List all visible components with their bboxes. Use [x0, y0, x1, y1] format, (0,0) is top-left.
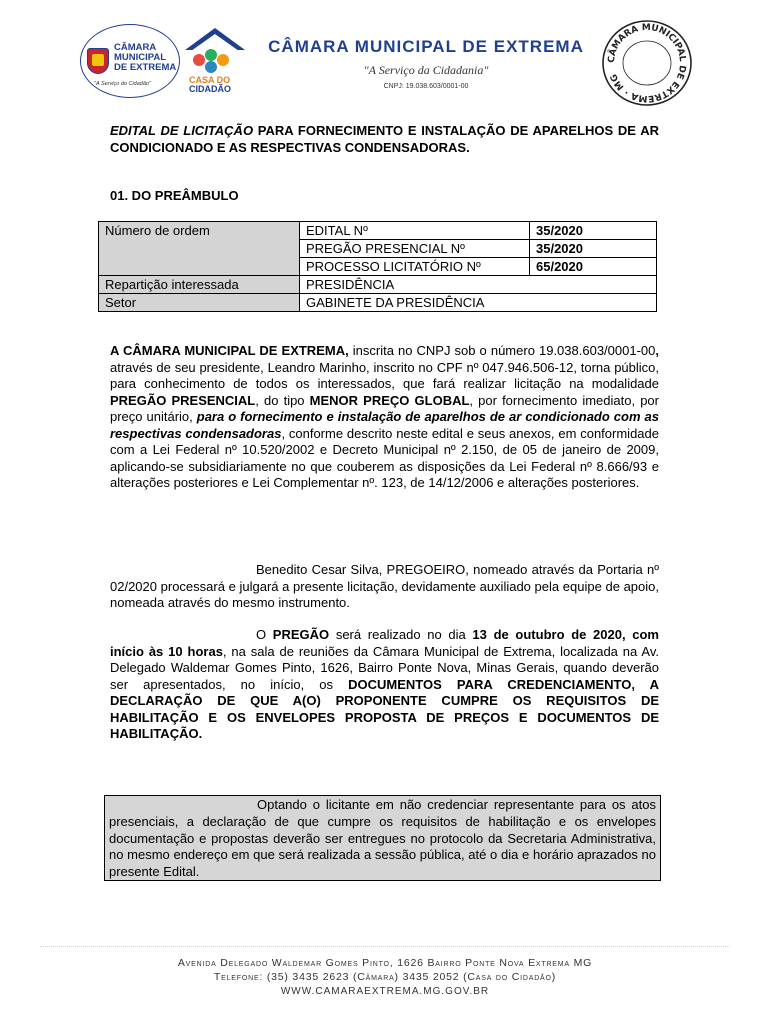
seal-icon [600, 18, 694, 108]
logo-tagline: "A Serviço do Cidadão" [94, 81, 151, 87]
casa-do-cidadao-logo [185, 28, 245, 98]
table-cell: PRESIDÊNCIA [300, 276, 657, 294]
table-cell: Número de ordem [99, 222, 300, 276]
svg-text:CÂMARA MUNICIPAL DE EXTREMA ·: CÂMARA MUNICIPAL DE EXTREMA · MG [606, 22, 688, 104]
paragraph-pregoeiro: Benedito Cesar Silva, PREGOEIRO, nomeado através da Portaria nº 02/2020 processará e julgará a presente licitação, devidamente auxiliado pela equipe de apoio, nomeada através do mesmo instrumento. [110, 562, 659, 610]
footer-website[interactable]: WWW.CAMARAEXTREMA.MG.GOV.BR [280, 986, 490, 997]
highlighted-note: Optando o licitante em não credenciar representante para os atos presenciais, a declaração de que cumpre os requisitos de habilitação e os envelopes documentação e propostas deverão ser entregues no protocolo da Secretaria Administrativa, no mesmo endereço em que será realizada a sessão pública, até o dia e horário aprazados no presente Edital. [104, 795, 661, 881]
preamble-table [98, 221, 657, 312]
header-title: CÂMARA MUNICIPAL DE EXTREMA [268, 37, 584, 56]
table-cell: EDITAL Nº [300, 222, 530, 240]
footer-divider [40, 946, 730, 948]
table-cell: PROCESSO LICITATÓRIO Nº [300, 258, 530, 276]
table-cell: 35/2020 [530, 222, 657, 240]
person-icon [193, 54, 205, 66]
header-slogan: "A Serviço da Cidadania" [363, 63, 489, 77]
footer-address: Avenida Delegado Waldemar Gomes Pinto, 1626 Bairro Ponte Nova Extrema MG [177, 957, 593, 969]
paragraph-session: O PREGÃO será realizado no dia 13 de outubro de 2020, com início às 10 horas, na sala de reuniões da Câmara Municipal de Extrema, localizada na Av. Delegado Waldemar Gomes Pinto, 1626, Bairro Ponte Nova, Minas Gerais, quando deverão ser apresentados, no início, os DOCUMENTOS PARA CREDENCIAMENTO, A DECLARAÇÃO DE QUE A(O) PROPONENTE CUMPRE OS REQUISITOS DE HABILITAÇÃO E OS ENVELOPES PROPOSTA DE PREÇOS E DOCUMENTOS DE HABILITAÇÃO. [110, 627, 659, 741]
letterhead [0, 0, 770, 115]
person-icon [205, 61, 217, 73]
coat-of-arms-icon [87, 48, 109, 74]
section-title: 01. DO PREÂMBULO [110, 188, 239, 203]
table-cell: Repartição interessada [99, 276, 300, 294]
stamp-seal [600, 18, 694, 108]
table-cell: 65/2020 [530, 258, 657, 276]
table-row [99, 222, 657, 240]
logo-name: CÂMARA MUNICIPAL DE EXTREMA [114, 42, 177, 73]
table-row [99, 294, 657, 312]
person-icon [217, 54, 229, 66]
camara-logo [80, 24, 182, 100]
paragraph-intro: A CÂMARA MUNICIPAL DE EXTREMA, inscrita no CNPJ sob o número 19.038.603/0001-00, através de seu presidente, Leandro Marinho, inscrito no CPF nº 047.946.506-12, torna público, para conhecimento de todos os interessados, que fará realizar licitação na modalidade PREGÃO PRESENCIAL, do tipo MENOR PREÇO GLOBAL, por fornecimento imediato, por preço unitário, para o fornecimento e instalação de aparelhos de ar condicionado com as respectivas condensadoras, conforme descrito neste edital e seus anexos, em conformidade com a Lei Federal nº 10.520/2002 e Decreto Municipal nº 2.150, de 05 de janeiro de 2009, aplicando-se subsidiariamente no que couberem as disposições da Lei Federal nº 8.666/93 e alterações posteriores e Lei Complementar nº. 123, de 14/12/2006 e alterações posteriores. [110, 343, 659, 490]
casa-label: CASA DO [189, 75, 231, 85]
table-cell: 35/2020 [530, 240, 657, 258]
footer-phone: Telefone: (35) 3435 2623 (Câmara) 3435 2052 (Casa do Cidadão) [213, 971, 557, 983]
cidadao-label: CIDADÃO [189, 84, 231, 94]
table-cell: Setor [99, 294, 300, 312]
table-row [99, 276, 657, 294]
person-icon [205, 49, 217, 61]
document-title: EDITAL DE LICITAÇÃO PARA FORNECIMENTO E INSTALAÇÃO DE APARELHOS DE AR CONDICIONADO E AS RESPECTIVAS CONDENSADORAS. [110, 123, 659, 155]
table-cell: PREGÃO PRESENCIAL Nº [300, 240, 530, 258]
table-cell: GABINETE DA PRESIDÊNCIA [300, 294, 657, 312]
header-cnpj: CNPJ: 19.038.603/0001-00 [383, 83, 469, 90]
